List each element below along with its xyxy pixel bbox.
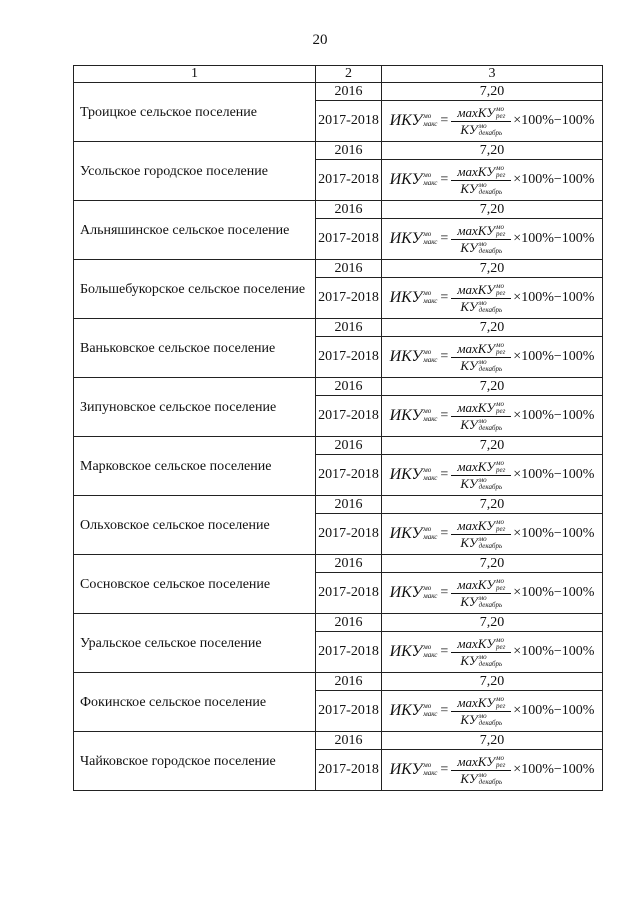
formula-den-sub: декабрь [478,777,503,786]
formula-equals: = [440,703,449,718]
formula-num-sub: рег [496,642,506,651]
formula-lhs: ИКУ [389,348,423,365]
formula-lhs-sub: макс [423,474,438,482]
formula-fraction [451,224,511,255]
year-cell: 2016 [316,673,382,691]
year-range-cell: 2017-2018 [316,101,382,142]
formula-equals: = [440,644,449,659]
settlement-name: Ваньковское сельское поселение [74,319,316,378]
table-header-row [74,66,603,83]
table-row [74,437,603,455]
formula-num-sub: рег [496,701,506,710]
formula-den-sup: мо [478,593,487,602]
formula-cell [382,160,603,201]
formula-num-main: махКУ [457,753,496,769]
formula [382,106,602,137]
formula-num-sup: мо [496,517,504,526]
formula-tail: ×100%−100% [513,349,595,364]
formula-tail: ×100%−100% [513,585,595,600]
table-row [74,378,603,396]
formula-den-main: КУ [460,298,478,314]
value-cell: 7,20 [382,555,603,573]
year-cell: 2016 [316,142,382,160]
settlement-name: Сосновское сельское поселение [74,555,316,614]
table-row [74,201,603,219]
table-body [74,83,603,791]
formula-den-sub: декабрь [478,718,503,727]
formula-fraction [451,696,511,727]
table-row [74,673,603,691]
formula [382,696,602,727]
formula-den-sub: декабрь [478,364,503,373]
formula-lhs-sub: макс [423,120,438,128]
formula-num-sub: рег [496,229,506,238]
settlement-name: Троицкое сельское поселение [74,83,316,142]
formula [382,283,602,314]
table-row [74,319,603,337]
formula-num-main: махКУ [457,635,496,651]
formula-lhs: ИКУ [389,171,423,188]
formula-tail: ×100%−100% [513,290,595,305]
formula-num-main: махКУ [457,576,496,592]
year-range-cell: 2017-2018 [316,691,382,732]
formula-cell [382,278,603,319]
formula-fraction [451,755,511,786]
year-range-cell: 2017-2018 [316,632,382,673]
settlement-name: Альняшинское сельское поселение [74,201,316,260]
formula-num-sup: мо [496,694,504,703]
formula-den-main: КУ [460,121,478,137]
year-range-cell: 2017-2018 [316,219,382,260]
formula-cell [382,750,603,791]
formula-equals: = [440,231,449,246]
settlement-name: Чайковское городское поселение [74,732,316,791]
page-number: 20 [312,32,328,48]
formula-den-main: КУ [460,357,478,373]
table-row [74,555,603,573]
year-cell: 2016 [316,83,382,101]
year-range-cell: 2017-2018 [316,160,382,201]
formula-equals: = [440,526,449,541]
formula-den-sub: декабрь [478,187,503,196]
year-range-cell: 2017-2018 [316,514,382,555]
formula-num-main: махКУ [457,517,496,533]
year-range-cell: 2017-2018 [316,455,382,496]
settlement-name: Большебукорское сельское поселение [74,260,316,319]
year-cell: 2016 [316,260,382,278]
formula-equals: = [440,113,449,128]
year-range-cell: 2017-2018 [316,278,382,319]
formula [382,401,602,432]
formula-lhs: ИКУ [389,230,423,247]
formula [382,224,602,255]
formula-den-sup: мо [478,534,487,543]
formula-lhs: ИКУ [389,702,423,719]
formula-lhs-sub: макс [423,533,438,541]
formula-lhs-sup: мо [423,584,432,592]
formula-den-sup: мо [478,121,487,130]
formula-lhs: ИКУ [389,289,423,306]
formula-num-main: махКУ [457,104,496,120]
year-cell: 2016 [316,378,382,396]
formula-den-sub: декабрь [478,659,503,668]
formula-lhs: ИКУ [389,584,423,601]
formula-den-sub: декабрь [478,600,503,609]
formula-den-main: КУ [460,652,478,668]
settlements-table [73,65,603,791]
formula-den-sup: мо [478,652,487,661]
formula-lhs-sub: макс [423,592,438,600]
value-cell: 7,20 [382,319,603,337]
formula-lhs-sub: макс [423,356,438,364]
value-cell: 7,20 [382,496,603,514]
formula-cell [382,455,603,496]
formula [382,578,602,609]
formula-lhs-sup: мо [423,407,432,415]
formula [382,519,602,550]
formula-den-main: КУ [460,711,478,727]
table-row [74,614,603,632]
formula-num-main: махКУ [457,163,496,179]
year-cell: 2016 [316,437,382,455]
formula-num-main: махКУ [457,222,496,238]
formula-num-sub: рег [496,406,506,415]
formula-num-main: махКУ [457,399,496,415]
formula-den-main: КУ [460,770,478,786]
year-cell: 2016 [316,614,382,632]
formula-den-sub: декабрь [478,541,503,550]
header-col-1: 1 [74,66,316,83]
formula-den-sub: декабрь [478,423,503,432]
formula-equals: = [440,585,449,600]
formula-cell [382,101,603,142]
formula-fraction [451,578,511,609]
formula-den-sub: декабрь [478,482,503,491]
year-cell: 2016 [316,496,382,514]
formula-den-main: КУ [460,416,478,432]
formula-lhs-sub: макс [423,179,438,187]
formula-lhs: ИКУ [389,466,423,483]
settlement-name: Ольховское сельское поселение [74,496,316,555]
value-cell: 7,20 [382,732,603,750]
formula-fraction [451,165,511,196]
formula-num-sub: рег [496,347,506,356]
formula-num-sup: мо [496,458,504,467]
formula-cell [382,337,603,378]
value-cell: 7,20 [382,614,603,632]
formula-num-sup: мо [496,635,504,644]
formula-num-sup: мо [496,576,504,585]
formula-num-sup: мо [496,222,504,231]
table-row [74,83,603,101]
formula-cell [382,514,603,555]
formula-tail: ×100%−100% [513,113,595,128]
header-col-2: 2 [316,66,382,83]
formula-lhs: ИКУ [389,525,423,542]
formula-num-sub: рег [496,524,506,533]
formula [382,460,602,491]
value-cell: 7,20 [382,437,603,455]
formula-den-main: КУ [460,180,478,196]
formula-num-main: махКУ [457,281,496,297]
formula-lhs: ИКУ [389,643,423,660]
formula-tail: ×100%−100% [513,703,595,718]
formula-den-sup: мо [478,711,487,720]
formula-num-main: махКУ [457,340,496,356]
formula-den-sup: мо [478,298,487,307]
year-cell: 2016 [316,201,382,219]
formula-equals: = [440,408,449,423]
header-col-3: 3 [382,66,603,83]
formula-lhs-sup: мо [423,171,432,179]
formula [382,755,602,786]
formula-den-sup: мо [478,475,487,484]
table-row [74,496,603,514]
formula-lhs-sup: мо [423,230,432,238]
formula-equals: = [440,349,449,364]
value-cell: 7,20 [382,83,603,101]
formula-num-sub: рег [496,760,506,769]
formula-tail: ×100%−100% [513,408,595,423]
formula-tail: ×100%−100% [513,231,595,246]
formula-tail: ×100%−100% [513,467,595,482]
formula-lhs-sub: макс [423,651,438,659]
formula-cell [382,396,603,437]
year-range-cell: 2017-2018 [316,750,382,791]
settlement-name: Марковское сельское поселение [74,437,316,496]
formula-num-sup: мо [496,163,504,172]
year-range-cell: 2017-2018 [316,337,382,378]
formula-tail: ×100%−100% [513,644,595,659]
formula-fraction [451,637,511,668]
formula-den-sup: мо [478,357,487,366]
formula-lhs-sup: мо [423,702,432,710]
formula-den-sub: декабрь [478,128,503,137]
formula-lhs-sub: макс [423,710,438,718]
formula-num-sup: мо [496,340,504,349]
formula-lhs-sub: макс [423,415,438,423]
settlement-name: Фокинское сельское поселение [74,673,316,732]
formula-equals: = [440,762,449,777]
year-range-cell: 2017-2018 [316,573,382,614]
formula-fraction [451,106,511,137]
formula-num-main: махКУ [457,458,496,474]
formula-lhs-sup: мо [423,525,432,533]
formula-tail: ×100%−100% [513,172,595,187]
formula-cell [382,573,603,614]
formula-fraction [451,401,511,432]
formula-den-main: КУ [460,534,478,550]
table-row [74,732,603,750]
formula-cell [382,219,603,260]
formula-fraction [451,519,511,550]
formula-lhs-sub: макс [423,297,438,305]
formula-num-sub: рег [496,111,506,120]
value-cell: 7,20 [382,201,603,219]
formula-lhs: ИКУ [389,112,423,129]
table-row [74,142,603,160]
formula-tail: ×100%−100% [513,762,595,777]
formula-den-sup: мо [478,239,487,248]
formula [382,165,602,196]
year-cell: 2016 [316,555,382,573]
settlement-name: Усольское городское поселение [74,142,316,201]
value-cell: 7,20 [382,378,603,396]
year-range-cell: 2017-2018 [316,396,382,437]
formula-lhs-sup: мо [423,112,432,120]
formula-num-sup: мо [496,753,504,762]
formula-lhs-sup: мо [423,643,432,651]
formula-den-sup: мо [478,416,487,425]
formula-lhs-sup: мо [423,466,432,474]
value-cell: 7,20 [382,260,603,278]
formula-num-sub: рег [496,288,506,297]
formula-num-sub: рег [496,170,506,179]
formula-lhs-sup: мо [423,289,432,297]
formula-num-main: махКУ [457,694,496,710]
settlement-name: Зипуновское сельское поселение [74,378,316,437]
formula [382,342,602,373]
formula-cell [382,632,603,673]
formula-tail: ×100%−100% [513,526,595,541]
formula-den-sup: мо [478,770,487,779]
formula-equals: = [440,467,449,482]
formula-num-sup: мо [496,399,504,408]
formula-lhs-sup: мо [423,761,432,769]
formula-den-sub: декабрь [478,305,503,314]
year-cell: 2016 [316,319,382,337]
formula-lhs-sup: мо [423,348,432,356]
value-cell: 7,20 [382,673,603,691]
formula-den-main: КУ [460,475,478,491]
formula-fraction [451,342,511,373]
formula [382,637,602,668]
formula-lhs: ИКУ [389,761,423,778]
value-cell: 7,20 [382,142,603,160]
formula-den-sub: декабрь [478,246,503,255]
year-cell: 2016 [316,732,382,750]
formula-fraction [451,460,511,491]
formula-num-sup: мо [496,281,504,290]
table-row [74,260,603,278]
formula-fraction [451,283,511,314]
formula-lhs-sub: макс [423,238,438,246]
formula-lhs: ИКУ [389,407,423,424]
formula-lhs-sub: макс [423,769,438,777]
formula-den-main: КУ [460,593,478,609]
formula-equals: = [440,172,449,187]
formula-num-sup: мо [496,104,504,113]
formula-den-sup: мо [478,180,487,189]
formula-equals: = [440,290,449,305]
formula-den-main: КУ [460,239,478,255]
settlement-name: Уральское сельское поселение [74,614,316,673]
formula-num-sub: рег [496,583,506,592]
formula-num-sub: рег [496,465,506,474]
formula-cell [382,691,603,732]
